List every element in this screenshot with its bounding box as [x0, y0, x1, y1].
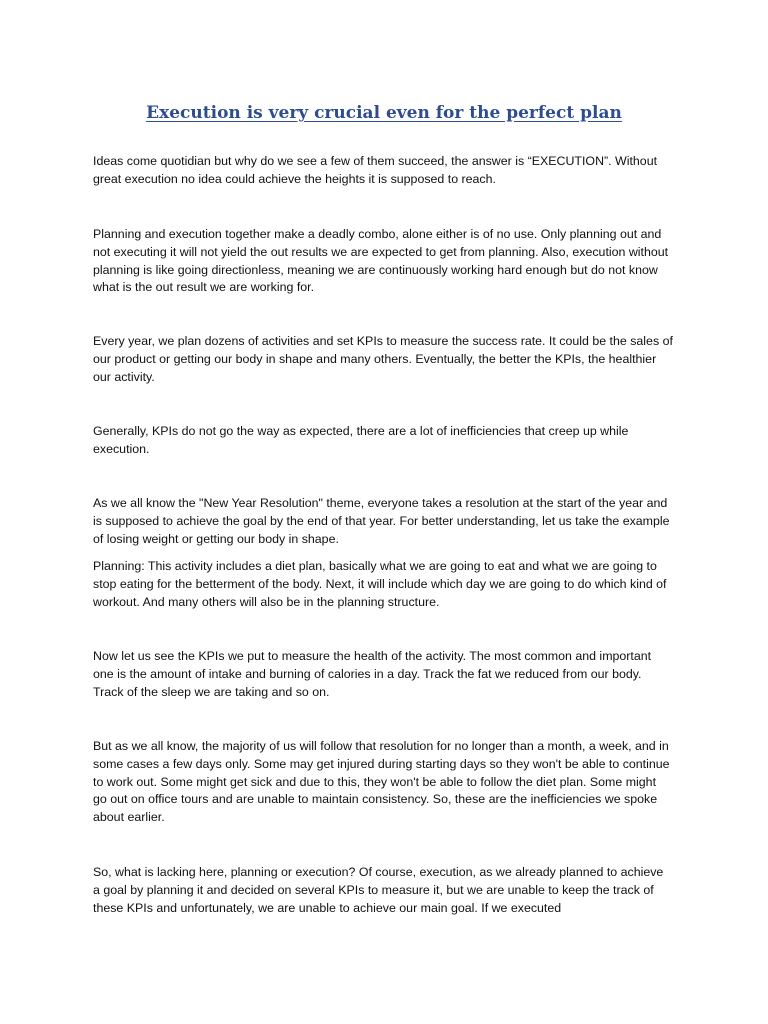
paragraph: So, what is lacking here, planning or execution? Of course, execution, as we already planned to achieve a goal by planning it and decided on several KPIs to measure it, but we are unable to keep the track of these KPIs and unfortunately, we are unable to achieve our main goal. If we executed [93, 865, 664, 915]
paragraph: Now let us see the KPIs we put to measure the health of the activity. The most common and important one is the amount of intake and burning of calories in a day. Track the fat we reduced from our body. Track of the sleep we are taking and so on. [93, 649, 652, 699]
paragraph: Planning and execution together make a deadly combo, alone either is of no use. Only planning out and not executing it will not yield the out results we are expected to get from planning. Also, execution without planning is like going directionless, meaning we are continuously working hard enough but do not know what is the out result we are working for. [93, 227, 669, 295]
paragraph: Generally, KPIs do not go the way as expected, there are a lot of inefficiencies that creep up while execution. [93, 424, 629, 456]
paragraph: Every year, we plan dozens of activities and set KPIs to measure the success rate. It could be the sales of our product or getting our body in shape and many others. Eventually, the better the KPIs, the healthier our activity. [93, 334, 673, 384]
paragraph: Ideas come quotidian but why do we see a few of them succeed, the answer is “EXECUTION”. Without great execution no idea could achieve the heights it is supposed to reach. [93, 154, 658, 186]
document-title: Execution is very crucial even for the perfect plan [146, 103, 622, 123]
paragraph: But as we all know, the majority of us will follow that resolution for no longer than a month, a week, and in some cases a few days only. Some may get injured during starting days so they won't be able to continue to work out. Some might get sick and due to this, they won't be able to follow the diet plan. Some might go out on office tours and are unable to maintain consistency. So, these are the inefficiencies we spoke about earlier. [93, 739, 670, 825]
paragraph: As we all know the "New Year Resolution" theme, everyone takes a resolution at the start of the year and is supposed to achieve the goal by the end of that year. For better understanding, let us take the example of losing weight or getting our body in shape. [93, 496, 670, 546]
paragraph: Planning: This activity includes a diet plan, basically what we are going to eat and what we are going to stop eating for the betterment of the body. Next, it will include which day we are going to do which kind of workout. And many others will also be in the planning structure. [93, 559, 667, 609]
